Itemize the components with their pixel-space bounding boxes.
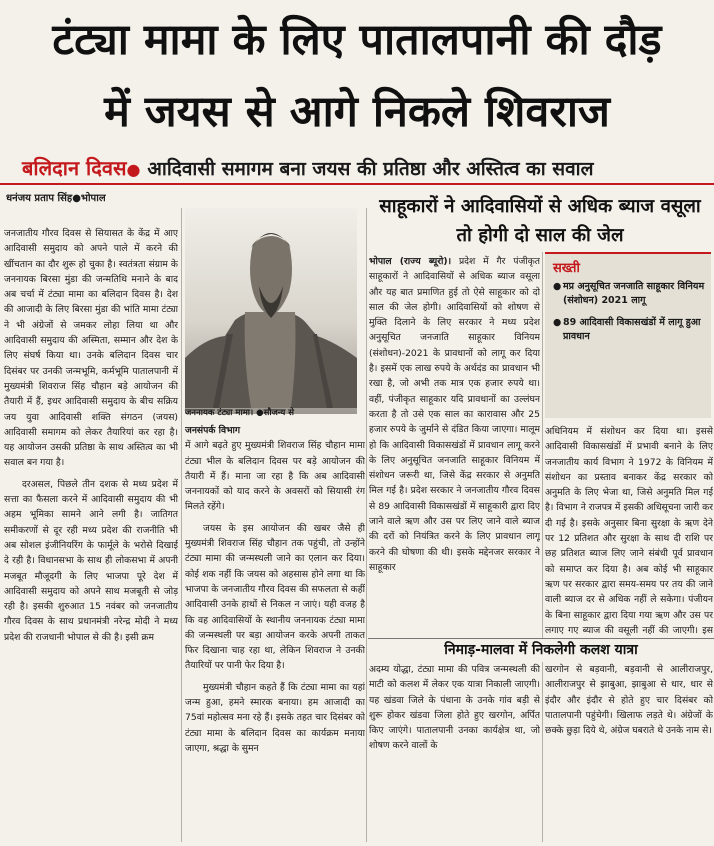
- section-rule: [368, 638, 714, 639]
- credit-line: जनसंपर्क विभाग: [185, 425, 241, 436]
- yatra-column-1: [369, 662, 540, 842]
- paragraph: अधिनियम में संशोधन कर दिया था। इससे आदिवासी विकासखंडों में प्रभावी बनाने के लिए जनजातीय कार्य विभाग ने 1972 के विनियम में संशोधन का प्रस्ताव बनाकर केंद्र सरकार को अनुमति के लिए भेजा था, जिसे अनुमति मिल गई है। विभाग ने राजपत्र में इसकी अधिसूचना जारी कर दी गई है। इसके अनुसार बिना सुरक्षा के ऋण देने पर 12 प्रतिशत और सुरक्षा के साथ दी राशि पर छह प्रतिशत ब्याज लिए जाने संबंधी पूर्व प्रावधान को समाप्त कर दिया है। अब कोई भी साहूकार ऋण पर सरकार द्वारा समय-समय पर तय की जाने वाली ब्याज दर से अधिक नहीं ले सकेगा। पंजीयन के बिना साहूकार द्वारा दिया गया ऋण और उस पर लगाए गए ब्याज की वसूली नहीं की जाएगी। इस: [545, 426, 713, 636]
- sub-story-column-2: [545, 424, 713, 638]
- highlights-box: [545, 252, 711, 418]
- highlight-text: 89 आदिवासी विकासखंडों में लागू हुआ प्रावधान: [563, 317, 701, 342]
- article-column-2: [185, 423, 365, 842]
- highlight-item: [553, 280, 707, 308]
- paragraph: में आगे बढ़ते हुए मुख्यमंत्री शिवराज सिंह चौहान मामा टंट्या भील के बलिदान दिवस पर बड़े आयोजन की तैयारी में हैं। माना जा रहा है कि अब आदिवासी जननायकों को याद करने के अवसरों को सियासी रंग मिलते रहेंगे।: [185, 440, 365, 513]
- yatra-column-2: [545, 662, 713, 842]
- highlight-text: मप्र अनुसूचित जनजाति साहूकार विनियम (संशोधन) 2021 लागू: [563, 281, 705, 306]
- paragraph-text: प्रदेश में गैर पंजीकृत साहूकारों ने आदिवासियों से अधिक ब्याज वसूला और यह बात प्रमाणित हुई तो ऐसे साहूकार को दो साल की जेल होगी। आदिवासियों को शोषण से मुक्ति दिलाने के लिए सरकार ने मध्य प्रदेश अनुसूचित जनजाति साहूकार विनियम (संशोधन)-2021 के प्रावधानों को लागू कर दिया है। इसमें एक लाख रुपये के अर्थदंड का प्रावधान भी रखा है, जो अभी तक मात्र एक हजार रुपये था। वहीं, पंजीकृत साहूकार यदि प्रावधानों का उल्लंघन करता है तो उसे एक साल का कारावास और 25 हजार रुपये के जुर्माने से दंडित किया जाएगा। मालूम हो कि आदिवासी विकासखंडों में प्रावधान लागू करने के लिए अनुसूचित जनजाति साहूकार विनियम में संशोधन जरूरी था, जिसे केंद्र सरकार से अनुमति मिल गई है। प्रदेश सरकार ने जनजातीय गौरव दिवस से 89 आदिवासी विकासखंडों में साहूकारी द्वारा दिए जाने वाले ऋण और उस पर लिए जाने वाले ब्याज की दरों को नियंत्रित करने के लिए प्रावधान लागू करने की घोषणा की थी। इसके मद्देनजर सरकार ने साहूकार: [369, 256, 540, 573]
- sub-story-headline: साहूकारों ने आदिवासियों से अधिक ब्याज वसूला तो होगी दो साल की जेल: [379, 196, 701, 246]
- kicker-subhead: आदिवासी समागम बना जयस की प्रतिष्ठा और अस्तित्व का सवाल: [147, 158, 594, 180]
- paragraph: जयस के इस आयोजन की खबर जैसे ही मुख्यमंत्री शिवराज सिंह चौहान तक पहुंची, तो उन्होंने टंट्या मामा की जन्मस्थली जाने का एलान कर दिया। कोई शक नहीं कि जयस को अहसास होने लगा था कि भाजपा के जनजातीय गौरव दिवस की सफलता से कहीं आदिवासी उनके हाथों से निकल न जाएं। यही वजह है कि वह आदिवासियों के स्थानीय जननायक टंट्या मामा की जन्मस्थली पर बड़ा आयोजन करके अपनी ताकत फिर दिखाना चाह रहा था, लेकिन शिवराज ने उनकी तैयारियों पर पानी फेर दिया है।: [185, 522, 365, 672]
- yatra-headline: निमाड़-मालवा में निकलेगी कलश यात्रा: [444, 642, 638, 658]
- sub-story-column-1: [369, 254, 540, 638]
- article-column-1: [4, 226, 178, 842]
- paragraph: जनजातीय गौरव दिवस से सियासत के केंद्र में आए आदिवासी समुदाय को अपने पाले में करने की खींचतान का दौर शुरू हो चुका है। स्वतंत्रता संग्राम के जननायक बिरसा मुंडा की जन्मतिथि मनाने के बाद अब चर्चा में टंट्या मामा का बलिदान दिवस है। देश की आजादी के लिए बिरसा मुंडा की भांति मामा टंट्या ने भी अंग्रेजों से जमकर लोहा लिया था और आदिवासी समुदाय की अस्मिता, सम्मान और देश के लिए संघर्ष किया था। उनके बलिदान दिवस चार दिसंबर पर उनकी जन्मभूमि, कर्मभूमि पातालपानी में मुख्यमंत्री शिवराज सिंह चौहान बड़े आयोजन की तैयारी में हैं, इधर आदिवासी समुदाय के बीच सक्रिय जय युवा आदिवासी शक्ति संगठन (जयस) आदिवासी समागम को लेकर तैयारियां कर रहा है। यह आयोजन उसकी प्रतिष्ठा के साथ अस्तित्व का भी सवाल बन गया है।: [4, 228, 178, 469]
- portrait-illustration: [185, 208, 357, 408]
- tantya-mama-photo: [185, 208, 357, 414]
- kicker: [22, 154, 694, 182]
- bullet-icon: ●: [553, 317, 562, 328]
- headline-line-2: में जयस से आगे निकले शिवराज: [104, 87, 610, 137]
- dateline: भोपाल (राज्य ब्यूरो)।: [369, 256, 452, 267]
- column-divider: [542, 662, 543, 842]
- kicker-rule: [0, 183, 714, 185]
- byline: धनंजय प्रताप सिंह●भोपाल: [6, 193, 106, 204]
- column-divider: [542, 252, 543, 638]
- column-divider: [366, 208, 367, 842]
- paragraph: खरगोन से बड़वानी, बड़वानी से आलीराजपुर, आलीराजपुर से झाबुआ, झाबुआ से धार, धार से इंदौर और इंदौर से होते हुए चार दिसंबर को पातालपानी पहुंचेगी। खिलाफ लड़ते थे। अंग्रेजों के छक्के छुड़ा दिये थे, अंग्रेज घबराते थे उनके नाम से।: [545, 664, 713, 737]
- kicker-bullet: ●: [126, 160, 141, 179]
- paragraph: मुख्यमंत्री चौहान कहते हैं कि टंट्या मामा का यहां जन्म हुआ, हमने स्मारक बनाया। हम आजादी का 75वां महोत्सव मना रहे हैं। इसके तहत चार दिसंबर को टंट्या मामा के बलिदान दिवस का कार्यक्रम मनाया जाएगा, श्रद्धा के सुमन: [185, 681, 365, 754]
- paragraph: अदम्य योद्धा, टंट्या मामा की पवित्र जन्मस्थली की माटी को कलश में लेकर एक यात्रा निकाली जाएगी। यह खंडवा जिले के पंधाना के उनके गांव बड़ी से शुरू होकर खंडवा जिला होते हुए खरगोन, अर्पित किए जाएंगे। पातालपानी उनका कार्यक्षेत्र था, जो शोषण करने वालों के: [369, 664, 540, 752]
- highlight-item: [553, 316, 707, 344]
- headline-line-1: टंट्या मामा के लिए पातालपानी की दौड़: [52, 15, 662, 65]
- bullet-icon: ●: [553, 281, 562, 292]
- highlights-title: सख्ती: [553, 261, 580, 276]
- paragraph: दरअसल, पिछले तीन दशक से मध्य प्रदेश में सत्ता का फैसला करने में आदिवासी समुदाय की भी अहम भूमिका सामने आने लगी है। जातिगत समीकरणों से दूर रही मध्य प्रदेश की राजनीति भी अब सोशल इंजीनियरिंग के फार्मूले के भरोसे दिखाई दे रही है। विधानसभा के साथ ही लोकसभा में अपनी मजबूत मौजूदगी के लिए भाजपा पूरे देश में आदिवासी समुदाय को अपने साथ मजबूती से जोड़ रही है। इसकी शुरुआत 15 नवंबर को जनजातीय गौरव दिवस के साथ प्रधानमंत्री नरेन्द्र मोदी ने मध्य प्रदेश की राजधानी भोपाल से की है। इसी क्रम: [4, 478, 178, 643]
- kicker-tag: बलिदान दिवस: [22, 156, 127, 180]
- paragraph: [369, 254, 540, 575]
- column-divider: [181, 208, 182, 842]
- photo-caption: जननायक टंट्या मामा। ●सौजन्य से: [185, 408, 294, 418]
